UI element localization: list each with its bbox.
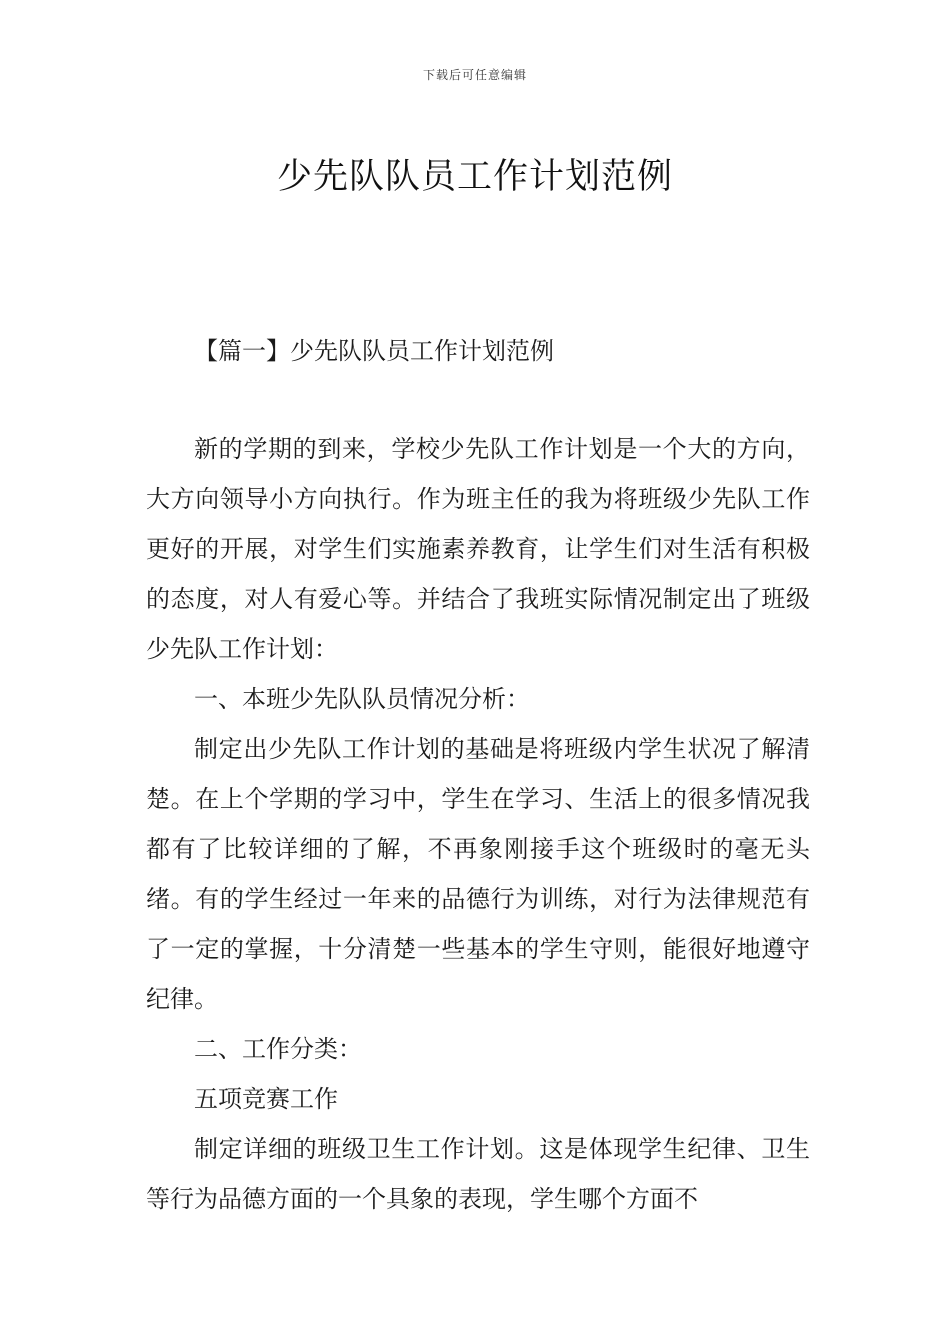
subheading-five-competitions: 五项竞赛工作 bbox=[194, 1085, 338, 1113]
analysis-paragraph: 制定出少先队工作计划的基础是将班级内学生状况了解清楚。在上个学期的学习中，学生在学习、生活上的很多情况我都有了比较详细的了解，不再象刚接手这个班级时的毫无头绪。有的学生经过一年来的品德行为训练，对行为法律规范有了一定的掌握，十分清楚一些基本的学生守则，能很好地遵守纪律。 bbox=[146, 735, 810, 1013]
document-body bbox=[146, 326, 810, 1224]
heading-work-categories: 二、工作分类： bbox=[194, 1035, 362, 1063]
heading-situation-analysis: 一、本班少先队队员情况分析： bbox=[194, 685, 530, 713]
page-header-note: 下载后可任意编辑 bbox=[422, 68, 527, 82]
section-heading: 【篇一】少先队队员工作计划范例 bbox=[194, 337, 554, 365]
hygiene-paragraph: 制定详细的班级卫生工作计划。这是体现学生纪律、卫生等行为品德方面的一个具象的表现，学生哪个方面不 bbox=[146, 1135, 810, 1213]
intro-paragraph: 新的学期的到来，学校少先队工作计划是一个大的方向，大方向领导小方向执行。作为班主任的我为将班级少先队工作更好的开展，对学生们实施素养教育，让学生们对生活有积极的态度，对人有爱心等。并结合了我班实际情况制定出了班级少先队工作计划： bbox=[146, 435, 810, 663]
document-title: 少先队队员工作计划范例 bbox=[276, 157, 673, 198]
